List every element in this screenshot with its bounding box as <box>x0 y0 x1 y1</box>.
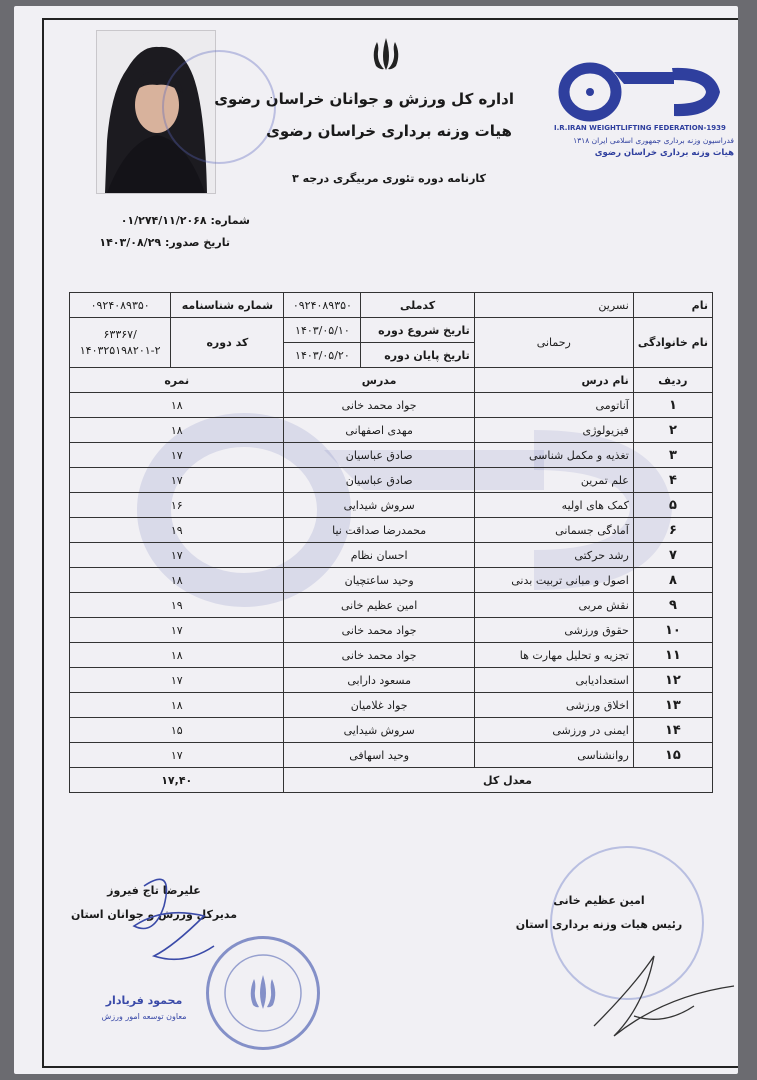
id-number-value: ۰۹۲۴۰۸۹۳۵۰ <box>70 293 171 318</box>
grade-cell: ۱۷ <box>70 443 284 468</box>
table-row <box>70 543 713 568</box>
left-signer-title: مدیرکل ورزش و جوانان استان <box>70 908 238 921</box>
subject-cell: استعدادیابی <box>474 668 633 693</box>
right-signer-title: رئیس هیات وزنه برداری استان <box>515 918 683 931</box>
ref-number <box>70 214 250 227</box>
grade-cell: ۱۶ <box>70 493 284 518</box>
grade-cell: ۱۷ <box>70 668 284 693</box>
ref-date-value: ۱۴۰۳/۰۸/۲۹ <box>99 236 162 249</box>
table-row <box>70 393 713 418</box>
row-number: ۷ <box>633 543 712 568</box>
national-code-label: کدملی <box>361 293 475 318</box>
stamp-emblem-icon <box>209 939 317 1047</box>
header-line2: هیات وزنه برداری خراسان رضوی <box>266 122 512 140</box>
office-stamp <box>206 936 320 1050</box>
family-value: رحمانی <box>474 318 633 368</box>
subject-cell: کمک های اولیه <box>474 493 633 518</box>
grade-cell: ۱۸ <box>70 693 284 718</box>
ref-date <box>70 236 230 249</box>
row-number: ۱۳ <box>633 693 712 718</box>
grade-cell: ۱۷ <box>70 543 284 568</box>
federation-logo <box>554 62 734 172</box>
left-signer-name: علیرضا تاج فیروز <box>107 884 201 897</box>
teacher-cell: مهدی اصفهانی <box>284 418 474 443</box>
teacher-cell: صادق عباسیان <box>284 443 474 468</box>
subject-cell: تغذیه و مکمل شناسی <box>474 443 633 468</box>
grade-cell: ۱۹ <box>70 593 284 618</box>
table-row <box>70 443 713 468</box>
table-row <box>70 593 713 618</box>
teacher-cell: جواد محمد خانی <box>284 393 474 418</box>
row-number: ۱۲ <box>633 668 712 693</box>
course-code-label: کد دوره <box>171 318 284 368</box>
end-value: ۱۴۰۳/۰۵/۲۰ <box>284 343 361 368</box>
header-line3: کارنامه دوره تئوری مربیگری درجه ۳ <box>292 172 486 185</box>
grades-table <box>69 292 713 793</box>
subject-cell: روانشناسی <box>474 743 633 768</box>
teacher-cell: امین عظیم خانی <box>284 593 474 618</box>
course-code-line1: /۶۳۳۶۷ <box>103 327 137 341</box>
weightlifting-logo-icon <box>554 62 734 122</box>
table-row <box>70 668 713 693</box>
course-code-value <box>70 318 171 368</box>
ref-date-label: تاریخ صدور: <box>164 236 230 249</box>
table-row <box>70 418 713 443</box>
table-row <box>70 518 713 543</box>
federation-board: هیات وزنه برداری خراسان رضوی <box>594 148 734 158</box>
teacher-cell: محمدرضا صداقت نیا <box>284 518 474 543</box>
subject-cell: آناتومی <box>474 393 633 418</box>
subject-cell: ایمنی در ورزشی <box>474 718 633 743</box>
teacher-cell: جواد محمد خانی <box>284 643 474 668</box>
row-number: ۱۰ <box>633 618 712 643</box>
teacher-cell: سروش شیدایی <box>284 718 474 743</box>
row-number: ۱۴ <box>633 718 712 743</box>
teacher-cell: احسان نظام <box>284 543 474 568</box>
row-number: ۸ <box>633 568 712 593</box>
iran-emblem-icon <box>366 34 406 74</box>
ref-number-value: ۰۱/۲۷۴/۱۱/۲۰۶۸ <box>120 214 207 227</box>
start-label: تاریخ شروع دوره <box>361 318 475 343</box>
row-number: ۳ <box>633 443 712 468</box>
row-number: ۴ <box>633 468 712 493</box>
col-grade: نمره <box>70 368 284 393</box>
total-label: معدل کل <box>284 768 713 793</box>
grade-cell: ۱۸ <box>70 568 284 593</box>
col-subject: نام درس <box>474 368 633 393</box>
deputy-name: محمود فریادار <box>105 994 183 1007</box>
teacher-cell: جواد غلامیان <box>284 693 474 718</box>
grade-cell: ۱۹ <box>70 518 284 543</box>
header-line1: اداره کل ورزش و جوانان خراسان رضوی <box>214 90 514 108</box>
table-row <box>70 568 713 593</box>
name-value: نسرین <box>474 293 633 318</box>
name-label: نام <box>633 293 712 318</box>
subject-cell: اخلاق ورزشی <box>474 693 633 718</box>
ref-number-label: شماره: <box>210 214 250 227</box>
grade-cell: ۱۷ <box>70 743 284 768</box>
row-number: ۱۱ <box>633 643 712 668</box>
deputy-title: معاون توسعه امور ورزش <box>101 1012 187 1021</box>
teacher-cell: مسعود دارابی <box>284 668 474 693</box>
teacher-cell: سروش شیدایی <box>284 493 474 518</box>
federation-fa: فدراسیون وزنه برداری جمهوری اسلامی ایران ۱۳۱۸ <box>573 136 734 145</box>
teacher-cell: وحید اسهافی <box>284 743 474 768</box>
row-number: ۱۵ <box>633 743 712 768</box>
row-number: ۹ <box>633 593 712 618</box>
table-row <box>70 743 713 768</box>
subject-cell: فیزیولوژی <box>474 418 633 443</box>
subject-cell: آمادگی جسمانی <box>474 518 633 543</box>
teacher-cell: جواد محمد خانی <box>284 618 474 643</box>
subject-cell: حقوق ورزشی <box>474 618 633 643</box>
row-number: ۱ <box>633 393 712 418</box>
start-value: ۱۴۰۳/۰۵/۱۰ <box>284 318 361 343</box>
grade-cell: ۱۸ <box>70 393 284 418</box>
document-sheet <box>14 6 738 1074</box>
subject-cell: اصول و مبانی تربیت بدنی <box>474 568 633 593</box>
subject-cell: تجزیه و تحلیل مهارت ها <box>474 643 633 668</box>
row-number: ۶ <box>633 518 712 543</box>
table-row <box>70 618 713 643</box>
table-row <box>70 718 713 743</box>
grade-cell: ۱۷ <box>70 618 284 643</box>
end-label: تاریخ پایان دوره <box>361 343 475 368</box>
subject-cell: علم تمرین <box>474 468 633 493</box>
grade-cell: ۱۷ <box>70 468 284 493</box>
teacher-cell: وحید ساعتچیان <box>284 568 474 593</box>
federation-en: I.R.IRAN WEIGHTLIFTING FEDERATION-1939 <box>554 124 726 132</box>
national-code-value: ۰۹۲۴۰۸۹۳۵۰ <box>284 293 361 318</box>
table-row <box>70 693 713 718</box>
grade-cell: ۱۵ <box>70 718 284 743</box>
grade-cell: ۱۸ <box>70 418 284 443</box>
course-code-line2: ۱۴۰۳۲۵۱۹۸۲۰۱-۲ <box>79 343 161 357</box>
subject-cell: رشد حرکتی <box>474 543 633 568</box>
right-signature-icon <box>574 946 738 1046</box>
family-label: نام خانوادگی <box>633 318 712 368</box>
row-number: ۲ <box>633 418 712 443</box>
grade-cell: ۱۸ <box>70 643 284 668</box>
total-value: ۱۷,۴۰ <box>70 768 284 793</box>
id-number-label: شماره شناسنامه <box>171 293 284 318</box>
row-number: ۵ <box>633 493 712 518</box>
grades-rows <box>70 393 713 768</box>
table-row <box>70 493 713 518</box>
col-row: ردیف <box>633 368 712 393</box>
table-row <box>70 468 713 493</box>
right-signer-name: امین عظیم خانی <box>553 894 645 907</box>
teacher-cell: صادق عباسیان <box>284 468 474 493</box>
subject-cell: نقش مربی <box>474 593 633 618</box>
col-teacher: مدرس <box>284 368 474 393</box>
table-row <box>70 643 713 668</box>
